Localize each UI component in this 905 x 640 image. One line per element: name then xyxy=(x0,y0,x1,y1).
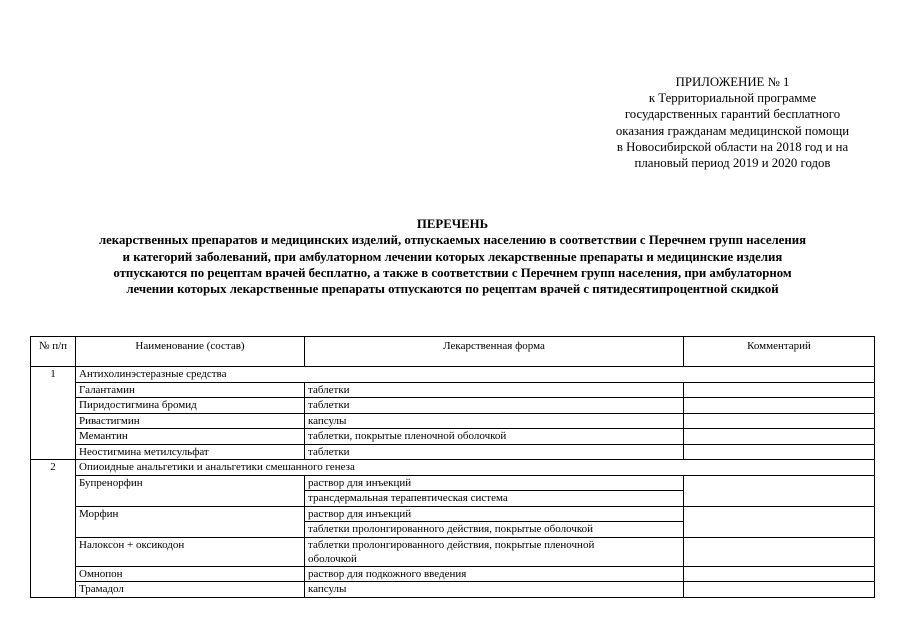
appendix-line: ПРИЛОЖЕНИЕ № 1 xyxy=(675,75,790,89)
drug-name: Налоксон + оксикодон xyxy=(76,537,305,566)
table-row xyxy=(31,413,875,429)
appendix-header xyxy=(560,74,905,171)
drug-comment xyxy=(684,506,875,537)
header-form: Лекарственная форма xyxy=(305,337,684,367)
drug-comment xyxy=(684,537,875,566)
header-comment: Комментарий xyxy=(684,337,875,367)
drug-comment xyxy=(684,582,875,598)
group-number: 2 xyxy=(31,460,76,598)
table-row xyxy=(31,475,875,491)
drug-form: капсулы xyxy=(305,582,684,598)
drug-form: раствор для инъекций xyxy=(305,506,684,522)
drug-form: таблетки xyxy=(305,398,684,414)
drug-form: таблетки xyxy=(305,444,684,460)
title-line: лекарственных препаратов и медицинских изделий, отпускаемых населению в соответствии с Перечнем групп населения xyxy=(98,233,807,248)
document-title xyxy=(0,216,905,297)
drug-comment xyxy=(684,413,875,429)
drug-list-table xyxy=(30,336,875,598)
table-row xyxy=(31,566,875,582)
drug-name: Галантамин xyxy=(76,382,305,398)
drug-comment xyxy=(684,475,875,506)
drug-form: таблетки пролонгированного действия, покрытые пленочной оболочкой xyxy=(305,537,684,566)
title-line: лечении которых лекарственные препараты отпускаются по рецептам врачей с пятидесятипроцентной скидкой xyxy=(126,282,779,297)
drug-comment xyxy=(684,398,875,414)
drug-name: Неостигмина метилсульфат xyxy=(76,444,305,460)
table-row xyxy=(31,382,875,398)
table-row xyxy=(31,537,875,566)
drug-comment xyxy=(684,429,875,445)
appendix-line: к Территориальной программе xyxy=(648,91,817,106)
drug-name: Мемантин xyxy=(76,429,305,445)
appendix-line: оказания гражданам медицинской помощи xyxy=(615,123,850,138)
title-line: и категорий заболеваний, при амбулаторном лечении которых лекарственные препараты и медицинские изделия xyxy=(122,249,783,264)
drug-form: трансдермальная терапевтическая система xyxy=(305,491,684,507)
drug-name: Трамадол xyxy=(76,582,305,598)
appendix-line: плановый период 2019 и 2020 годов xyxy=(634,156,831,171)
drug-comment xyxy=(684,382,875,398)
drug-form: таблетки xyxy=(305,382,684,398)
drug-name: Омнопон xyxy=(76,566,305,582)
table-row xyxy=(31,582,875,598)
drug-form: таблетки, покрытые пленочной оболочкой xyxy=(305,429,684,445)
drug-name: Пиридостигмина бромид xyxy=(76,398,305,414)
table-row xyxy=(31,429,875,445)
table-row xyxy=(31,398,875,414)
appendix-line: в Новосибирской области на 2018 год и на xyxy=(616,139,849,154)
group-title: Антихолинэстеразные средства xyxy=(76,367,875,383)
drug-name: Морфин xyxy=(76,506,305,537)
header-num: № п/п xyxy=(31,337,76,367)
drug-comment xyxy=(684,566,875,582)
drug-form: раствор для подкожного введения xyxy=(305,566,684,582)
group-number: 1 xyxy=(31,367,76,460)
table-row xyxy=(31,444,875,460)
appendix-line: государственных гарантий бесплатного xyxy=(624,107,841,122)
drug-form: раствор для инъекций xyxy=(305,475,684,491)
group-title: Опиоидные анальгетики и анальгетики смешанного генеза xyxy=(76,460,875,476)
title-line: отпускаются по рецептам врачей бесплатно, а также в соответствии с Перечнем групп населения, при амбулаторном xyxy=(113,265,792,280)
drug-form: таблетки пролонгированного действия, покрытые оболочкой xyxy=(305,522,684,538)
table-row xyxy=(31,506,875,522)
drug-name: Ривастигмин xyxy=(76,413,305,429)
drug-name: Бупренорфин xyxy=(76,475,305,506)
drug-comment xyxy=(684,444,875,460)
drug-form: капсулы xyxy=(305,413,684,429)
title-heading: ПЕРЕЧЕНЬ xyxy=(416,217,489,231)
header-name: Наименование (состав) xyxy=(76,337,305,367)
